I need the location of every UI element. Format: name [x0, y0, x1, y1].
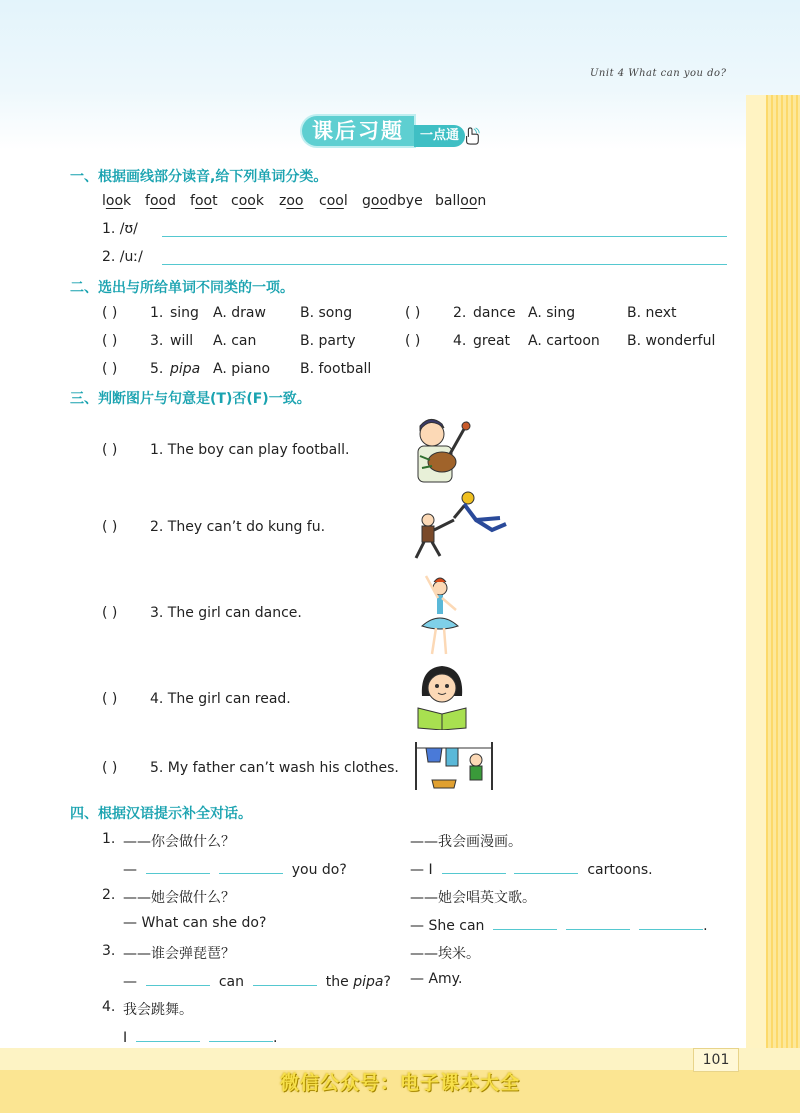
answer-parens[interactable]: ( ): [405, 305, 421, 321]
phonetic-row-1-label: 1. /ʊ/: [102, 221, 138, 237]
underlined-letters: oo: [105, 193, 124, 209]
book-page-edge-light: [746, 95, 766, 1113]
q4-english: [123, 1027, 277, 1046]
word-item: goodbye: [362, 193, 423, 209]
answer-blank[interactable]: [639, 915, 703, 930]
item-number: 1.: [150, 305, 164, 321]
sec3-sentence-2: 2. They can’t do kung fu.: [150, 519, 326, 535]
q3-word-pipa: pipa: [353, 974, 384, 990]
answer-parens[interactable]: ( ): [102, 519, 118, 535]
option-b: B. next: [627, 305, 677, 321]
q1-number: 1.: [102, 831, 116, 847]
phonetic-row-2-label: 2. /uː/: [102, 249, 143, 265]
answer-parens[interactable]: ( ): [102, 305, 118, 321]
item-number: 4.: [453, 333, 467, 349]
q2-english-answer: [410, 915, 708, 934]
answer-blank[interactable]: [209, 1027, 273, 1042]
running-head: Unit 4 What can you do?: [590, 68, 727, 79]
q4-end: .: [272, 1030, 278, 1046]
q2-chinese-answer: ——她会唱英文歌。: [410, 890, 536, 906]
q1-answer-start: — I: [410, 862, 433, 878]
q3-question-mark: ?: [383, 974, 391, 990]
sec3-sentence-3: 3. The girl can dance.: [150, 605, 302, 621]
q3-english-question: [123, 971, 391, 990]
footer-watermark: 微信公众号：电子课本大全: [279, 1072, 520, 1094]
underlined-letters: oo: [326, 193, 344, 209]
answer-parens[interactable]: ( ): [405, 333, 421, 349]
option-b: B. wonderful: [627, 333, 716, 349]
q3-number: 3.: [102, 943, 116, 959]
pointing-hand-icon: [463, 127, 481, 145]
section-1-title: 一、根据画线部分读音,给下列单词分类。: [70, 169, 328, 185]
answer-blank[interactable]: [146, 859, 210, 874]
underlined-letters: oo: [286, 193, 304, 209]
q1-chinese-question: ——你会做什么？: [123, 834, 235, 850]
dash: —: [123, 862, 137, 878]
underlined-letters: oo: [194, 193, 213, 209]
underlined-letters: oo: [370, 193, 389, 209]
option-b: B. party: [300, 333, 356, 349]
dash: —: [123, 974, 137, 990]
item-word: sing: [170, 305, 199, 321]
q1-question-end: you do?: [291, 862, 347, 878]
answer-parens[interactable]: ( ): [102, 605, 118, 621]
answer-blank[interactable]: [566, 915, 630, 930]
item-word: great: [473, 333, 511, 349]
banner-subtitle: 一点通: [414, 125, 465, 147]
section-3-title: 三、判断图片与句意是(T)否(F)一致。: [70, 391, 311, 407]
word-item: zoo: [279, 193, 304, 209]
underlined-letters: oo: [238, 193, 256, 209]
q2-chinese-question: ——她会做什么？: [123, 890, 235, 906]
father-washing-clothes-image: [412, 740, 496, 792]
option-b: B. football: [300, 361, 372, 377]
option-b: B. song: [300, 305, 353, 321]
q2-answer-start: — She can: [410, 918, 485, 934]
sec3-sentence-5: 5. My father can’t wash his clothes.: [150, 760, 399, 776]
option-a: A. can: [213, 333, 257, 349]
section-2-title: 二、选出与所给单词不同类的一项。: [70, 280, 294, 296]
answer-blank[interactable]: [253, 971, 317, 986]
q1-chinese-answer: ——我会画漫画。: [410, 834, 522, 850]
item-number: 3.: [150, 333, 164, 349]
word-item: foot: [190, 193, 218, 209]
page-number: 101: [693, 1048, 739, 1072]
banner-title: 课后习题: [302, 116, 414, 146]
section-4-title: 四、根据汉语提示补全对话。: [70, 806, 252, 822]
word-item: look: [102, 193, 132, 209]
word-item: cool: [319, 193, 348, 209]
boy-playing-pipa-image: [412, 416, 474, 484]
word-item: cook: [231, 193, 264, 209]
item-number: 5.: [150, 361, 164, 377]
q3-word-the: the: [325, 974, 349, 990]
answer-parens[interactable]: ( ): [102, 333, 118, 349]
q1-answer-end: cartoons.: [587, 862, 653, 878]
q2-number: 2.: [102, 887, 116, 903]
q1-english-answer: [410, 859, 653, 878]
girl-reading-image: [412, 662, 472, 730]
item-number: 2.: [453, 305, 467, 321]
phonetic-row-2-blank[interactable]: [162, 264, 727, 265]
answer-parens[interactable]: ( ): [102, 691, 118, 707]
answer-parens[interactable]: ( ): [102, 442, 118, 458]
word-item: food: [145, 193, 176, 209]
sec3-sentence-4: 4. The girl can read.: [150, 691, 291, 707]
q2-english-question: — What can she do?: [123, 915, 267, 931]
sec3-sentence-1: 1. The boy can play football.: [150, 442, 350, 458]
item-word: will: [170, 333, 194, 349]
q3-word-can: can: [218, 974, 244, 990]
answer-parens[interactable]: ( ): [102, 361, 118, 377]
item-word: dance: [473, 305, 516, 321]
q3-english-answer: — Amy.: [410, 971, 463, 987]
answer-blank[interactable]: [514, 859, 578, 874]
answer-blank[interactable]: [146, 971, 210, 986]
q4-start: I: [123, 1030, 128, 1046]
underlined-letters: oo: [460, 193, 478, 209]
kung-fu-fighters-image: [412, 490, 510, 562]
option-a: A. cartoon: [528, 333, 600, 349]
ballet-girl-image: [410, 570, 462, 658]
q4-chinese: 我会跳舞。: [123, 1002, 193, 1018]
answer-parens[interactable]: ( ): [102, 760, 118, 776]
item-word: pipa: [170, 361, 201, 377]
q2-answer-end: .: [703, 918, 708, 934]
phonetic-row-1-blank[interactable]: [162, 236, 727, 237]
answer-blank[interactable]: [493, 915, 557, 930]
answer-blank[interactable]: [136, 1027, 200, 1042]
option-a: A. piano: [213, 361, 271, 377]
answer-blank[interactable]: [219, 859, 283, 874]
word-item: balloon: [435, 193, 487, 209]
q4-number: 4.: [102, 999, 116, 1015]
q1-english-question: [123, 859, 347, 878]
q3-chinese-question: ——谁会弹琵琶？: [123, 946, 235, 962]
option-a: A. sing: [528, 305, 576, 321]
option-a: A. draw: [213, 305, 266, 321]
underlined-letters: oo: [149, 193, 168, 209]
answer-blank[interactable]: [442, 859, 506, 874]
section-banner: [302, 116, 481, 146]
q3-chinese-answer: ——埃米。: [410, 946, 480, 962]
